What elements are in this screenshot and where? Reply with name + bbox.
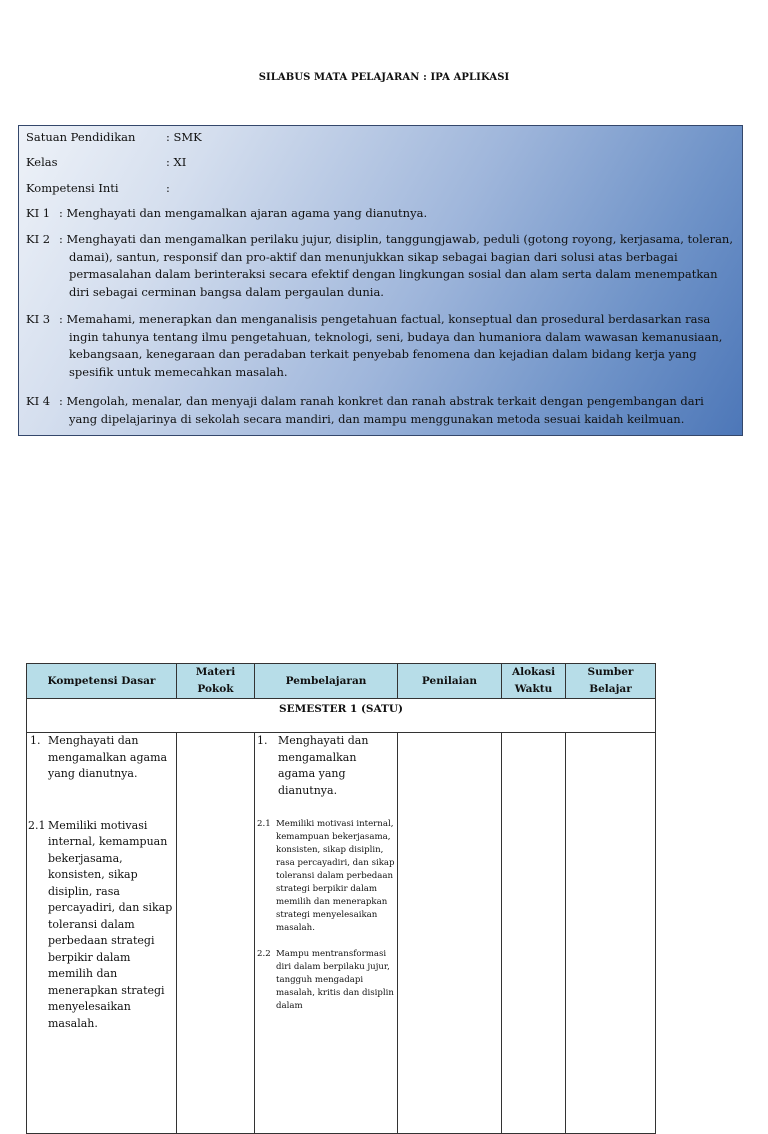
- ki-text: : Memahami, menerapkan dan menganalisis pengetahuan factual, konseptual dan prosedural berdasarkan rasa ingin tahunya tentang ilmu pengetahuan, teknologi, seni, budaya dan humaniora dalam wawasan kemanusiaan, kebangsaan, kenegaraan dan peradaban terkait penyebab fenomena dan kejadian dalam bidang kerja yang spesifik untuk memecahkan masalah.: [59, 312, 723, 379]
- materi-cell: [177, 733, 255, 1134]
- ki-label: KI 2: [26, 232, 51, 246]
- ki-text: : Menghayati dan mengamalkan ajaran agama yang dianutnya.: [59, 206, 428, 220]
- satuan-value: : SMK: [166, 130, 202, 144]
- satuan-label: Satuan Pendidikan: [26, 130, 136, 144]
- list-item: [27, 818, 176, 1033]
- semester-label: SEMESTER 1 (SATU): [27, 699, 656, 733]
- list-item: [255, 948, 397, 1013]
- ki-label: KI 3: [26, 312, 51, 326]
- list-text: Memiliki motivasi internal, kemampuan bekerjasama, konsisten, sikap disiplin, rasa percayadiri, dan sikap toleransi dalam perbedaan strategi berpikir dalam memilih dan menerapkan strategi menyelesaikan masalah.: [276, 819, 395, 933]
- semester-row: [27, 699, 656, 733]
- list-text: Mampu mentransformasi diri dalam berpilaku jujur, tangguh mengadapi masalah, kritis dan disiplin dalam: [276, 949, 394, 1011]
- kompetensi-inti-label: Kompetensi Inti: [26, 181, 119, 195]
- list-number: 1.: [30, 734, 41, 747]
- ki-text: : Menghayati dan mengamalkan perilaku jujur, disiplin, tanggungjawab, peduli (gotong royong, kerjasama, toleran, damai), santun, responsif dan pro-aktif dan menunjukkan sikap sebagai bagian dari solusi atas berbagai permasalahan dalam berinteraksi secara efektif dengan lingkungan sosial dan alam serta dalam menempatkan diri sebagai cerminan bangsa dalam pergaulan dunia.: [59, 232, 733, 299]
- table-row: [27, 733, 656, 1134]
- header-alokasi-waktu: Alokasi Waktu: [502, 664, 566, 699]
- kd-cell: [27, 733, 177, 1134]
- alokasi-cell: [502, 733, 566, 1134]
- list-text: Menghayati dan mengamalkan agama yang dianutnya.: [48, 734, 168, 780]
- kelas-value: : XI: [166, 155, 187, 169]
- header-sumber-belajar: Sumber Belajar: [566, 664, 656, 699]
- list-item: [27, 733, 176, 783]
- silabus-table: [26, 663, 656, 1134]
- ki-2: [26, 231, 734, 301]
- ki-4: [26, 393, 734, 428]
- header-materi-pokok: Materi Pokok: [177, 664, 255, 699]
- ki-3: [26, 311, 734, 381]
- sumber-cell: [566, 733, 656, 1134]
- kelas-label: Kelas: [26, 155, 58, 169]
- kompetensi-inti-value: :: [166, 181, 170, 195]
- header-penilaian: Penilaian: [398, 664, 502, 699]
- list-item: [255, 733, 397, 799]
- list-text: Menghayati dan mengamalkan agama yang dianutnya.: [278, 734, 369, 797]
- ki-text: : Mengolah, menalar, dan menyaji dalam ranah konkret dan ranah abstrak terkait dengan pengembangan dari yang dipelajarinya di sekolah secara mandiri, dan mampu menggunakan metoda sesuai kaidah keilmuan.: [59, 394, 704, 426]
- ki-label: KI 1: [26, 206, 51, 220]
- pembelajaran-cell: [255, 733, 398, 1134]
- table-header-row: [27, 664, 656, 699]
- penilaian-cell: [398, 733, 502, 1134]
- header-pembelajaran: Pembelajaran: [255, 664, 398, 699]
- list-number: 2.2: [257, 949, 271, 959]
- list-text: Memiliki motivasi internal, kemampuan bekerjasama, konsisten, sikap disiplin, rasa percayadiri, dan sikap toleransi dalam perbedaan strategi berpikir dalam memilih dan menerapkan strategi menyelesaikan masalah.: [48, 818, 173, 1030]
- ki-label: KI 4: [26, 394, 51, 408]
- page-title: SILABUS MATA PELAJARAN : IPA APLIKASI: [258, 72, 510, 83]
- identity-panel: [18, 125, 743, 436]
- list-number: 1.: [257, 734, 268, 747]
- list-number: 2.1: [257, 819, 271, 829]
- header-kompetensi-dasar: Kompetensi Dasar: [27, 664, 177, 699]
- ki-1: [26, 205, 734, 223]
- list-item: [255, 818, 397, 935]
- list-number: 2.1: [28, 818, 46, 832]
